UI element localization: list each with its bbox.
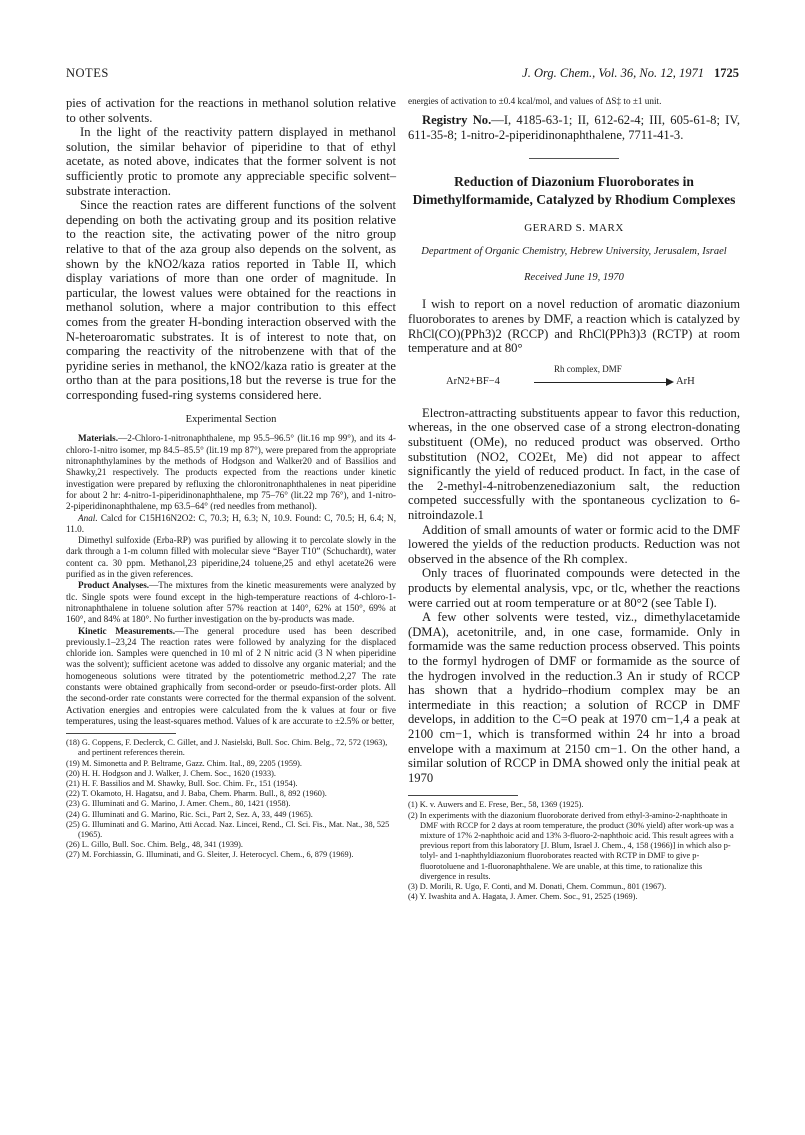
reference: (26) L. Gillo, Bull. Soc. Chim. Belg., 48, 341 (1939). bbox=[66, 840, 243, 850]
reference: (22) T. Okamoto, H. Hagatsu, and J. Baba, Chem. Pharm. Bull., 8, 892 (1960). bbox=[66, 789, 327, 799]
paragraph: A few other solvents were tested, viz., dimethylacetamide (DMA), acetonitrile, and, in one case, formamide. Only in formamide was the same reduction process observed. This points to the formyl hydrogen of DMF or formamide as the source of the hydrogen involved in the reduction.3 An ir study of RCCP has shown that a hydrido–rhodium complex may be an intermediate in this reaction; a solution of RCCP in DMF develops, in addition to the C=O peak at 1970 cm−1,4 a peak at 2100 cm−1, which is transformed within 24 hr into a broad envelope with a maximum at 2150 cm−1. On the other hand, a similar solution of RCCP in DMA showed only the initial peak at 1970 bbox=[408, 610, 740, 785]
arrowhead-icon bbox=[666, 378, 674, 386]
reference: (23) G. Illuminati and G. Marino, J. Amer. Chem., 80, 1421 (1958). bbox=[66, 799, 291, 809]
anal-paragraph bbox=[66, 513, 396, 536]
reference: (20) H. H. Hodgson and J. Walker, J. Chem. Soc., 1620 (1933). bbox=[66, 768, 276, 778]
product-paragraph bbox=[66, 580, 396, 625]
right-body bbox=[408, 297, 740, 355]
paragraph: Since the reaction rates are different functions of the solvent depending on both the activating group and its position relative to the reaction site, the activating power of the nitro group relative to that of the aza group also depends on the solvent, as shown by the kNO2/kaza ratios reported in Table II, which display variations of more than one order of magnitude. In particular, the lowest values were obtained for the reactions in methanol solution, where a major contribution to this effect comes from the greater H-bonding interaction observed with the N-heteroaromatic substrates. It is of interest to note that, on comparing the reactivity of the nitrobenzene with that of the pyridine series in methanol, the kNO2/kaza ratio is greater at the ortho than at the para positions,18 but the reverse is true for the corresponding fused-ring systems considered here. bbox=[66, 198, 396, 402]
reference: (21) H. F. Bassilios and M. Shawky, Bull. Soc. Chim. Fr., 151 (1954). bbox=[66, 779, 298, 788]
experimental-section bbox=[66, 433, 396, 727]
paragraph: energies of activation to ±0.4 kcal/mol, and values of ΔS‡ to ±1 unit. bbox=[408, 96, 662, 106]
right-references bbox=[408, 800, 740, 902]
paragraph: Dimethyl sulfoxide (Erba-RP) was purified by allowing it to percolate slowly in the dark through a 1-m column filled with molecular sieve “Bayer T10” (Schuchardt), water content ca. 30 ppm. Methanol,23 piperidine,24 toluene,25 and ethyl acetate26 were purified as in the given references. bbox=[66, 535, 396, 580]
paragraph-text: —2-Chloro-1-nitronaphthalene, mp 95.5–96.5° (lit.16 mp 99°), and its 4-chloro-1-nitro isomer, mp 84.5–85.5° (lit.19 mp 87°), were prepared from the appropriate nitronaphthylamines by the methods of Hodgson and Walker20 and of Bassilios and Shawky,21 respectively. The products expected from the reactions under kinetic investigation were prepared by refluxing the chloronitronaphthalenes in neat piperidine for about 2 hr: 4-nitro-1-piperidinonaphthalene, mp 75–76° (lit.22 mp 76°), and 1-nitro-2-piperidinonaphthalene, mp 63.5–64° (red needles from methanol). bbox=[66, 433, 396, 512]
reference: (24) G. Illuminati and G. Marino, Ric. Sci., Part 2, Sez. A, 33, 449 (1965). bbox=[66, 809, 313, 819]
continuation-text bbox=[408, 96, 740, 107]
run-in-heading: Registry No. bbox=[422, 113, 492, 128]
journal-citation bbox=[522, 66, 739, 81]
footnote-rule bbox=[66, 733, 176, 734]
paragraph-text: —The general procedure used has been described previously.1–23,24 The reaction rates were followed by analyzing for the displaced chloride ion. Samples were quenched in 10 ml of 2 N nitric acid (3 N when piperidine was the solvent); sufficient acetone was added to dissolve any organic material; and the homogeneous solutions were titrated by the potentiometric method.2,27 The rate constants were obtained graphically from second-order or pseudo-first-order plots. All the second-order rate constants were corrected for the thermal expansion of the solvent. Activation energies and entropies were calculated from the k values at four or five temperatures, using the least-squares method. Values of k are accurate to ±2.5% or better, bbox=[66, 625, 396, 726]
left-column bbox=[66, 96, 396, 861]
footnote-rule bbox=[408, 795, 518, 796]
received-date: Received June 19, 1970 bbox=[524, 272, 624, 284]
author-affiliation: Department of Organic Chemistry, Hebrew University, Jerusalem, Israel bbox=[421, 246, 727, 258]
registry-block bbox=[408, 113, 740, 142]
materials-paragraph bbox=[66, 433, 396, 512]
registry-paragraph bbox=[408, 113, 740, 142]
left-body bbox=[66, 96, 396, 402]
page-number: 1725 bbox=[714, 66, 739, 80]
reference: (19) M. Simonetta and P. Beltrame, Gazz. Chim. Ital., 89, 2205 (1959). bbox=[66, 758, 302, 768]
paragraph-text: Calcd for C15H16N2O2: C, 70.3; H, 6.3; N, 10.9. Found: C, 70.5; H, 6.4; N, 11.0. bbox=[66, 512, 396, 534]
section-label: NOTES bbox=[66, 66, 109, 80]
run-in-heading: Materials. bbox=[78, 433, 119, 444]
paragraph: Electron-attracting substituents appear to favor this reduction, whereas, in the one observed case of a strong electron-donating substituent (OMe), no reduced product was observed. Ortho substitution (NO2, CO2Et, Me) did not appear to affect significantly the yield of reduced product. In fact, in the case of the 2-methyl-4-nitrobenzenediazonium salt, the reduction competed successfully with the spontaneous cyclization to 6-nitroindazole.1 bbox=[408, 405, 740, 523]
paragraph: pies of activation for the reactions in methanol solution relative to other solvents. bbox=[66, 96, 396, 125]
paragraph: I wish to report on a novel reduction of aromatic diazonium fluoroborates to arenes by DMF, a reaction which is catalyzed by RhCl(CO)(PPh3)2 (RCCP) and RhCl(PPh3)3 (RCTP) at room temperature and at 80° bbox=[408, 297, 740, 356]
reaction-arrow bbox=[534, 382, 668, 383]
reaction-conditions: Rh complex, DMF bbox=[554, 363, 622, 374]
article-title: Reduction of Diazonium Fluoroborates in Dimethylformamide, Catalyzed by Rhodium Complexes bbox=[412, 174, 736, 208]
article-author: GERARD S. MARX bbox=[524, 222, 624, 235]
product: ArH bbox=[676, 375, 695, 387]
run-in-heading: Product Analyses. bbox=[78, 580, 150, 591]
paragraph: Addition of small amounts of water or formic acid to the DMF lowered the yields of the reduction products. Reduction was not observed in the absence of the Rh complex. bbox=[408, 522, 740, 566]
reference: (1) K. v. Auwers and E. Frese, Ber., 58, 1369 (1925). bbox=[408, 800, 584, 810]
paragraph: In the light of the reactivity pattern displayed in methanol solution, the similar behavior of piperidine to that of ethyl acetate, as noted above, indicates that the former solvent is not sufficiently protic to promote any appreciable specific solvent–substrate interaction. bbox=[66, 125, 396, 198]
paragraph: Only traces of fluorinated compounds were detected in the products by elemental analysis, vpc, or tlc, whether the reactions were carried out at room temperature or at 80°2 (see Table I). bbox=[408, 566, 740, 610]
reference: (2) In experiments with the diazonium fluoroborate derived from ethyl-3-amino-2-naphthoate in DMF with RCCP for 2 days at room temperature, the product (30% yield) after work-up was a mixture of 17% 2-naphthoic acid and 13% 3-fluoro-2-naphthoic acid. This result agrees with a previous report from this laboratory [J. Blum, Israel J. Chem., 4, 158 (1966)] in which also p-tolyl- and 1-naphthyldiazonium fluoroborates reacted with RCTP in DMF to give p-fluorotoluene and 1-fluoronaphthalene. We are unable, at this time, to rationalize this divergence in results. bbox=[408, 810, 734, 881]
run-in-heading: Anal. bbox=[78, 512, 98, 523]
reference: (18) G. Coppens, F. Declerck, C. Gillet, and J. Nasielski, Bull. Soc. Chim. Belg., 72, 572 (1963), and pertinent references therein. bbox=[66, 738, 388, 758]
reactant: ArN2+BF−4 bbox=[446, 375, 500, 387]
right-body-continued bbox=[408, 406, 740, 785]
paragraph-text: —I, 4185-63-1; II, 612-62-4; III, 605-61-8; IV, 611-35-8; 1-nitro-2-piperidinonaphthalene, 7711-41-3. bbox=[408, 113, 740, 142]
right-column bbox=[408, 96, 740, 902]
reference: (4) Y. Iwashita and A. Hagata, J. Amer. Chem. Soc., 91, 2525 (1969). bbox=[408, 892, 638, 902]
page-header bbox=[66, 66, 739, 84]
section-heading: Experimental Section bbox=[185, 414, 277, 426]
run-in-heading: Kinetic Measurements. bbox=[78, 625, 176, 636]
reference: (25) G. Illuminati and G. Marino, Atti Accad. Naz. Lincei, Rend., Cl. Sci. Fis., Mat. Nat., 38, 525 (1965). bbox=[66, 819, 390, 840]
article-divider bbox=[529, 158, 619, 159]
reaction-scheme bbox=[408, 364, 740, 396]
left-references bbox=[66, 738, 396, 860]
paragraph-text: —The mixtures from the kinetic measurements were analyzed by tlc. Single spots were found except in the high-temperature reactions of 4-chloro-1-nitronaphthalene in toluene solution after 57% reaction at 140°, 62% at 150°, 69% at 160°, and 84% at 180°. No further investigation on the by-products was made. bbox=[66, 580, 396, 625]
kinetic-paragraph bbox=[66, 626, 396, 728]
reference: (27) M. Forchiassin, G. Illuminati, and G. Sleiter, J. Heterocycl. Chem., 6, 879 (1969). bbox=[66, 850, 354, 860]
journal-name: J. Org. Chem., Vol. 36, No. 12, 1971 bbox=[522, 66, 704, 80]
reference: (3) D. Morili, R. Ugo, F. Conti, and M. Donati, Chem. Commun., 801 (1967). bbox=[408, 881, 667, 891]
